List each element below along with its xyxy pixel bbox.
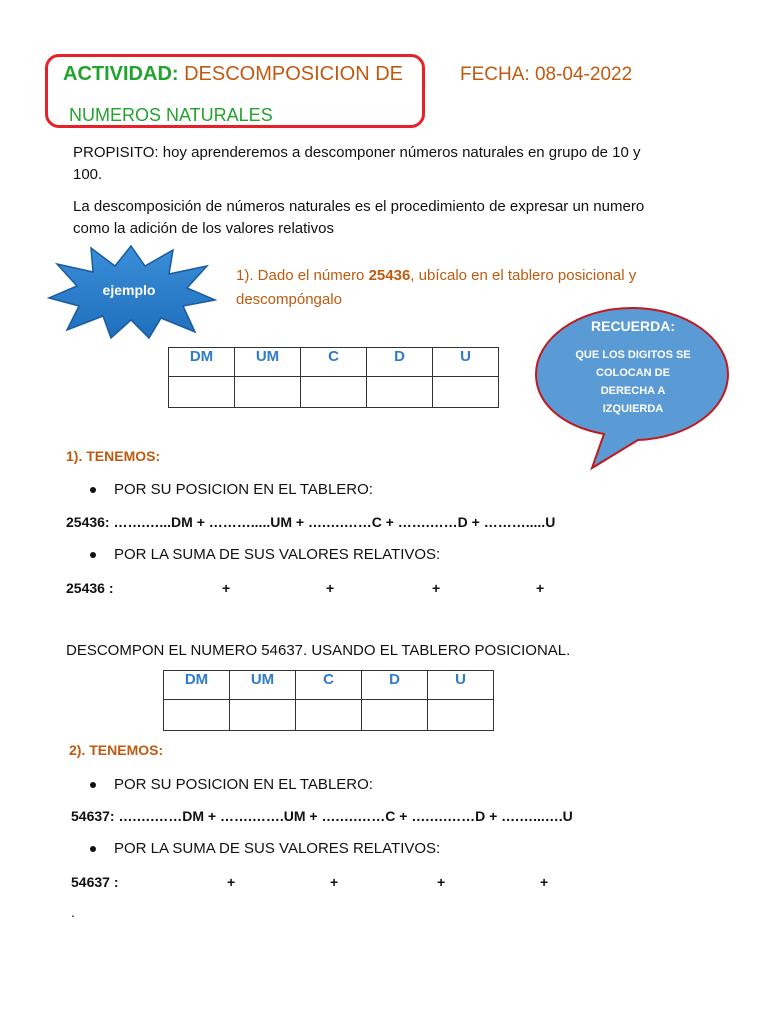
header-dm: DM	[169, 348, 235, 377]
cell-c[interactable]	[296, 700, 362, 731]
cell-u[interactable]	[433, 377, 499, 408]
purpose-text	[73, 142, 713, 186]
ejemplo-label: ejemplo	[102, 282, 156, 298]
header-d: D	[362, 671, 428, 700]
exercise-instruction: DESCOMPON EL NUMERO 54637. USANDO EL TABLERO POSICIONAL.	[66, 642, 571, 659]
definition-line1: La descomposición de números naturales es el procedimiento de expresar un numero	[73, 198, 645, 215]
reminder-line2: COLOCAN DE	[596, 367, 670, 379]
cell-um[interactable]	[235, 377, 301, 408]
activity-label: ACTIVIDAD:	[63, 63, 179, 85]
section1-sum-label: 25436 :	[66, 580, 114, 596]
ejemplo-starburst-badge	[45, 242, 217, 340]
section2-plus-3: +	[437, 874, 446, 890]
section1-heading: 1). TENEMOS:	[66, 448, 161, 464]
cell-um[interactable]	[230, 700, 296, 731]
cell-d[interactable]	[362, 700, 428, 731]
table-header-row	[164, 671, 494, 700]
section2-plus-1: +	[227, 874, 236, 890]
table-input-row	[164, 700, 494, 731]
definition-line2: como la adición de los valores relativos	[73, 220, 334, 237]
section2-sum-label: 54637 :	[71, 874, 119, 890]
reminder-text	[548, 318, 718, 418]
header-c: C	[301, 348, 367, 377]
reminder-title: RECUERDA:	[591, 318, 675, 334]
example-instruction	[236, 264, 696, 312]
cell-dm[interactable]	[169, 377, 235, 408]
activity-title-text: DESCOMPOSICION DE	[184, 63, 404, 85]
header-um: UM	[235, 348, 301, 377]
header-u: U	[433, 348, 499, 377]
definition-text	[73, 196, 733, 240]
section1-plus-3: +	[432, 580, 441, 596]
reminder-line1: QUE LOS DIGITOS SE	[575, 349, 691, 361]
purpose-line1: PROPISITO: hoy aprenderemos a descomponer números naturales en grupo de 10 y	[73, 144, 641, 161]
cell-dm[interactable]	[164, 700, 230, 731]
header-c: C	[296, 671, 362, 700]
section2-plus-2: +	[330, 874, 339, 890]
cell-u[interactable]	[428, 700, 494, 731]
header-um: UM	[230, 671, 296, 700]
place-value-table-2	[163, 670, 494, 731]
place-value-table-1	[168, 347, 499, 408]
header-d: D	[367, 348, 433, 377]
reminder-line3: DERECHA A	[600, 385, 666, 397]
footer-dot: .	[71, 904, 75, 920]
section2-position-line: 54637: ….….……DM + …….…….UM + ….….……C + ….….……D + ….…...….U	[71, 808, 573, 824]
reminder-line4: IZQUIERDA	[602, 403, 664, 415]
section1-plus-4: +	[536, 580, 545, 596]
section2-plus-4: +	[540, 874, 549, 890]
instruction-number: 25436	[368, 267, 411, 284]
section2-bullet-position: POR SU POSICION EN EL TABLERO:	[90, 776, 373, 793]
table-header-row	[169, 348, 499, 377]
section2-bullet-sum: POR LA SUMA DE SUS VALORES RELATIVOS:	[90, 840, 440, 857]
cell-d[interactable]	[367, 377, 433, 408]
activity-title-line2: NUMEROS NATURALES	[69, 105, 273, 125]
section1-position-line: 25436: …….…...DM + ……….....UM + ….….……C + …….……D + ……….....U	[66, 514, 556, 530]
section1-plus-2: +	[326, 580, 335, 596]
section1-bullet-sum: POR LA SUMA DE SUS VALORES RELATIVOS:	[90, 546, 440, 563]
instruction-prefix: 1). Dado el número	[236, 267, 369, 284]
header-dm: DM	[164, 671, 230, 700]
example-instruction-line1	[236, 264, 696, 288]
purpose-line2: 100.	[73, 166, 103, 183]
section1-plus-1: +	[222, 580, 231, 596]
section2-heading: 2). TENEMOS:	[69, 742, 164, 758]
date-label: FECHA: 08-04-2022	[460, 64, 633, 85]
example-instruction-line2: descompóngalo	[236, 291, 342, 308]
section1-bullet-position: POR SU POSICION EN EL TABLERO:	[90, 481, 373, 498]
table-input-row	[169, 377, 499, 408]
activity-title-line1	[63, 63, 403, 86]
cell-c[interactable]	[301, 377, 367, 408]
header-u: U	[428, 671, 494, 700]
instruction-suffix: , ubícalo en el tablero posicional y	[410, 267, 637, 284]
